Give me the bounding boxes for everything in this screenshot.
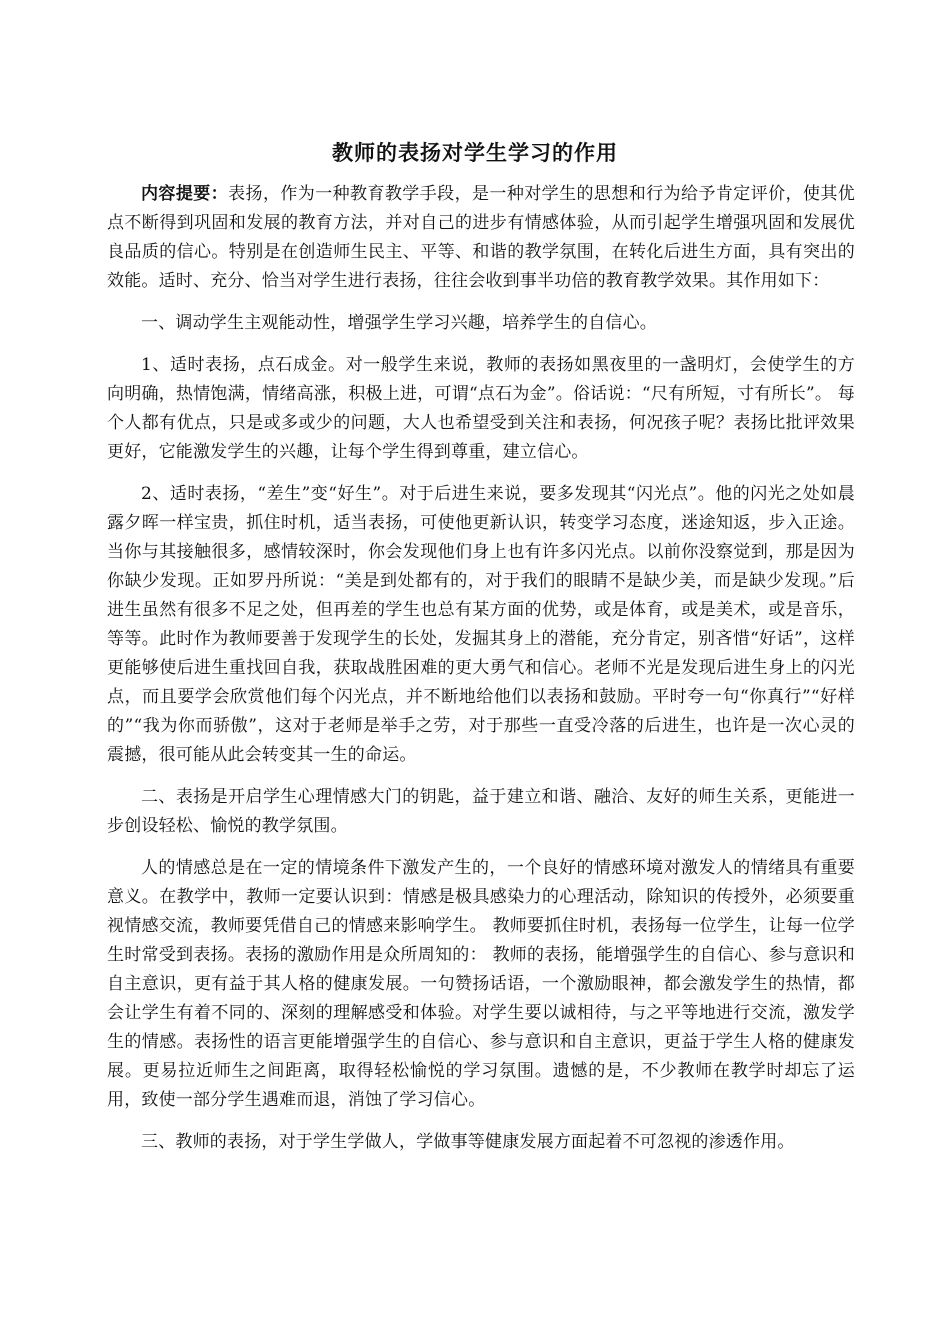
body-paragraph: 人的情感总是在一定的情境条件下激发产生的，一个良好的情感环境对激发人的情绪具有重要意义。在教学中，教师一定要认识到：情感是极具感染力的心理活动，除知识的传授外，必须要重视情感交流，教师要凭借自己的情感来影响学生。 教师要抓住时机，表扬每一位学生，让每一位学生时常受到表扬。表扬的激励作用是众所周知的： 教师的表扬，能增强学生的自信心、参与意识和自主意识，更有益于其人格的健康发展。一句赞扬话语，一个激励眼神，都会激发学生的热情，都会让学生有着不同的、深刻的理解感受和体验。对学生要以诚相待，与之平等地进行交流，激发学生的情感。表扬性的语言更能增强学生的自信心、参与意识和自主意识，更益于学生人格的健康发展。更易拉近师生之间距离，取得轻松愉悦的学习氛围。遗憾的是，不少教师在教学时却忘了运用，致使一部分学生遇难而退，消蚀了学习信心。 xyxy=(107,858,855,1110)
body-paragraph: 2、适时表扬，“差生”变“好生”。对于后进生来说，要多发现其“闪光点”。他的闪光之处如晨露夕晖一样宝贵，抓住时机，适当表扬，可使他更新认识，转变学习态度，迷途知返，步入正途。当你与其接触很多，感情较深时，你会发现他们身上也有许多闪光点。以前你没察觉到，那是因为你缺少发现。正如罗丹所说：“美是到处都有的，对于我们的眼睛不是缺少美，而是缺少发现。”后进生虽然有很多不足之处，但再差的学生也总有某方面的优势，或是体育，或是美术，或是音乐，等等。此时作为教师要善于发现学生的长处，发掘其身上的潜能，充分肯定，别吝惜“好话”，这样更能够使后进生重找回自我，获取战胜困难的更大勇气和信心。老师不光是发现后进生身上的闪光点，而且要学会欣赏他们每个闪光点，并不断地给他们以表扬和鼓励。平时夸一句“你真行”“好样的”“我为你而骄傲”，这对于老师是举手之劳，对于那些一直受冷落的后进生，也许是一次心灵的震撼，很可能从此会转变其一生的命运。 xyxy=(107,484,855,765)
document-title: 教师的表扬对学生学习的作用 xyxy=(332,141,618,165)
section-heading-3: 三、教师的表扬，对于学生学做人，学做事等健康发展方面起着不可忽视的渗透作用。 xyxy=(141,1132,795,1152)
body-paragraph: 1、适时表扬，点石成金。对一般学生来说，教师的表扬如黑夜里的一盏明灯，会使学生的方向明确，热情饱满，情绪高涨，积极上进，可谓“点石为金”。俗话说：“尺有所短，寸有所长”。 每个人都有优点，只是或多或少的问题，大人也希望受到关注和表扬，何况孩子呢？表扬比批评效果更好，它能激发学生的兴趣，让每个学生得到尊重，建立信心。 xyxy=(107,355,855,462)
summary-label: 内容提要： xyxy=(141,184,229,204)
summary-text: 表扬，作为一种教育教学手段，是一种对学生的思想和行为给予肯定评价，使其优点不断得到巩固和发展的教育方法，并对自己的进步有情感体验，从而引起学生增强巩固和发展优良品质的信心。特别是在创造师生民主、平等、和谐的教学氛围，在转化后进生方面，具有突出的效能。适时、充分、恰当对学生进行表扬，往往会收到事半功倍的教育教学效果。其作用如下： xyxy=(107,184,856,291)
section-heading-2: 二、表扬是开启学生心理情感大门的钥匙，益于建立和谐、融洽、友好的师生关系，更能进一步创设轻松、愉悦的教学氛围。 xyxy=(107,787,855,836)
document-body xyxy=(107,180,855,1170)
section-heading-1: 一、调动学生主观能动性，增强学生学习兴趣，培养学生的自信心。 xyxy=(141,313,657,333)
summary-paragraph xyxy=(107,180,855,296)
